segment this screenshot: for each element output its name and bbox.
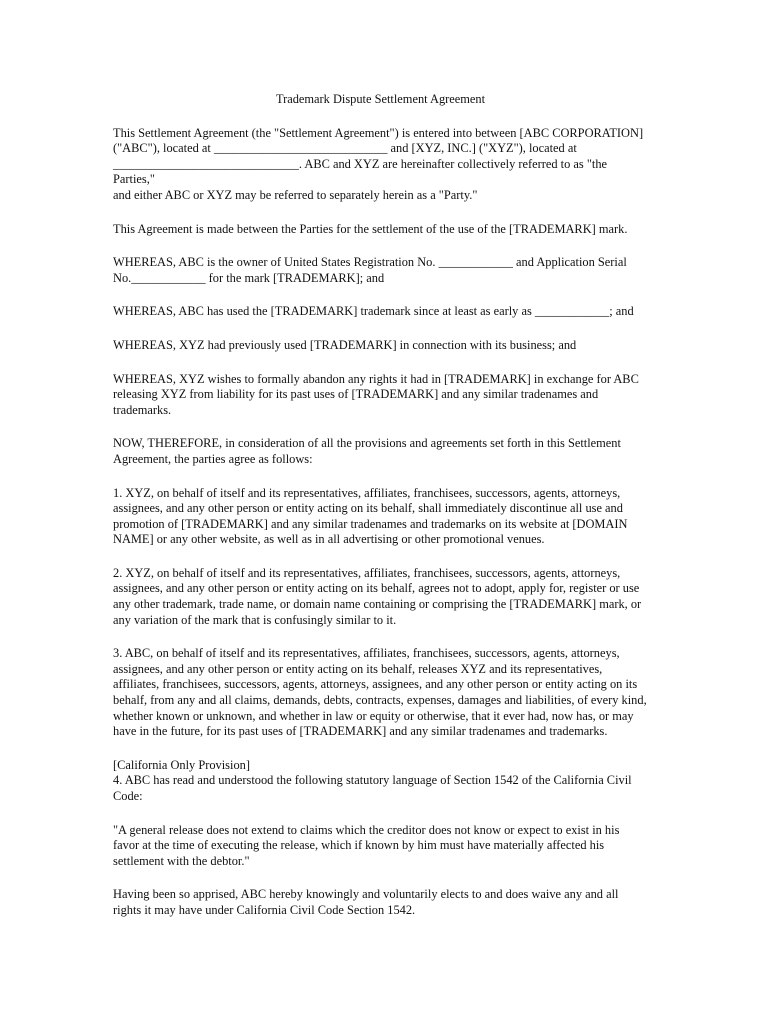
intro-paragraph: This Settlement Agreement (the "Settlement Agreement") is entered into between [ABC CORPORATION] ("ABC"), located at ____________________________ and [XYZ, INC.] ("XYZ"), located at ______________________________. ABC and XYZ are hereinafter collectively referred to as "the Parties," and either ABC or XYZ may be referred to separately herein as a "Party." — [113, 125, 644, 202]
waiver-paragraph: Having been so apprised, ABC hereby knowingly and voluntarily elects to and does waive any and all rights it may have under California Civil Code Section 1542. — [113, 887, 619, 917]
clause-3-paragraph: 3. ABC, on behalf of itself and its representatives, affiliates, franchisees, successors, agents, attorneys, assignees, and any other person or entity acting on its behalf, releases XYZ and its representatives, affiliates, franchisees, successors, agents, attorneys, assignees, and any other person or entity acting on its behalf, from any and all claims, demands, debts, contracts, expenses, damages and liabilities, of every kind, whether known or unknown, and whether in law or equity or otherwise, that it ever had, now has, or may have in the future, for its past uses of [TRADEMARK] and any similar tradenames and trademarks. — [113, 646, 647, 739]
whereas-abandon-paragraph: WHEREAS, XYZ wishes to formally abandon any rights it had in [TRADEMARK] in exchange for ABC releasing XYZ from liability for its past uses of [TRADEMARK] and any similar tradenames and trademarks. — [113, 371, 639, 417]
whereas-use-paragraph: WHEREAS, ABC has used the [TRADEMARK] trademark since at least as early as ____________; and — [113, 304, 634, 319]
whereas-previous-use-paragraph: WHEREAS, XYZ had previously used [TRADEMARK] in connection with its business; and — [113, 337, 577, 352]
california-provision-heading: [California Only Provision] — [113, 757, 250, 772]
document-title: Trademark Dispute Settlement Agreement — [275, 92, 486, 106]
whereas-registration-paragraph: WHEREAS, ABC is the owner of United States Registration No. ____________ and Application Serial No.____________ for the mark [TRADEMARK]; and — [113, 255, 627, 285]
clause-4-paragraph: 4. ABC has read and understood the following statutory language of Section 1542 of the California Civil Code: — [113, 773, 632, 803]
document-body — [113, 92, 648, 937]
clause-2-paragraph: 2. XYZ, on behalf of itself and its representatives, affiliates, franchisees, successors, agents, attorneys, assignees, and any other person or entity acting on its behalf, agrees not to adopt, apply for, register or use any other trademark, trade name, or domain name containing or comprising the [TRADEMARK] mark, or any variation of the mark that is confusingly similar to it. — [113, 565, 642, 627]
now-therefore-paragraph: NOW, THEREFORE, in consideration of all the provisions and agreements set forth in this Settlement Agreement, the parties agree as follows: — [113, 436, 621, 466]
clause-1-paragraph: 1. XYZ, on behalf of itself and its representatives, affiliates, franchisees, successors, agents, attorneys, assignees, and any other person or entity acting on its behalf, shall immediately discontinue all use and promotion of [TRADEMARK] and any similar tradenames and trademarks on its website at [DOMAIN NAME] or any other website, as well as in all advertising or other promotional venues. — [113, 485, 628, 547]
purpose-paragraph: This Agreement is made between the Parties for the settlement of the use of the [TRADEMARK] mark. — [113, 221, 628, 236]
statute-quote-paragraph: "A general release does not extend to claims which the creditor does not know or expect to exist in his favor at the time of executing the release, which if known by him must have materially affected his settlement with the debtor." — [113, 822, 620, 868]
